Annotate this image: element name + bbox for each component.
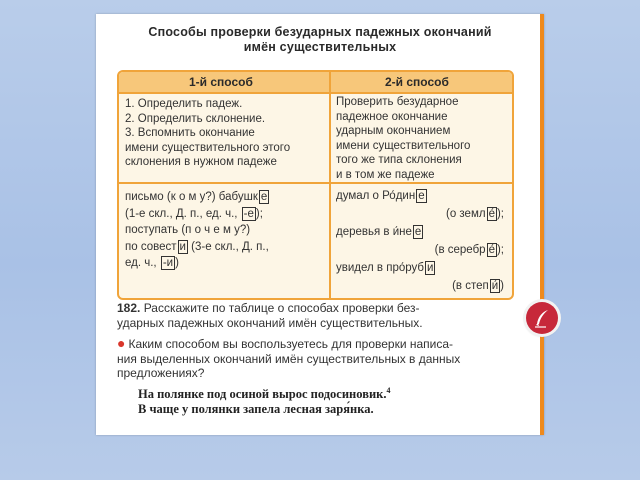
sentence-1 — [138, 386, 390, 402]
sentence-text: На полянке под осиной вырос подосиновик. — [138, 387, 387, 402]
sentence-text: В чаще у полянки запела лесная заря́нка. — [138, 402, 374, 416]
sentence-2 — [138, 402, 374, 417]
ending-box: е́ — [488, 208, 495, 220]
example-line-3 — [336, 223, 508, 241]
ending-box: е — [260, 191, 268, 203]
step-3-cont-2: склонения в нужном падеже — [125, 156, 277, 168]
ending-box: -е — [243, 207, 254, 220]
method-2-examples — [336, 187, 508, 295]
ending-box: е — [414, 226, 422, 238]
step-3: 3. Вспомнить окончание — [125, 127, 255, 139]
question-line-1 — [117, 336, 512, 352]
question-line-2: ния выделенных окончаний имён существительных в данных — [117, 351, 461, 366]
example-2-line-3 — [125, 255, 325, 272]
title-line-1: Способы проверки безударных падежных окончаний — [148, 25, 492, 39]
ending-box: и — [426, 262, 434, 274]
methods-table — [117, 70, 514, 300]
ending-box: и́ — [491, 280, 499, 292]
example-text: (в серебр — [434, 244, 486, 256]
desc-line-2: падежное окончание — [336, 110, 448, 123]
question-block — [117, 336, 512, 381]
ending-box: и — [179, 240, 186, 253]
ending-box: е — [418, 190, 425, 202]
quill-pen-icon — [526, 302, 558, 334]
example-1-line-2 — [125, 206, 325, 223]
example-text: ед. ч., — [125, 257, 157, 269]
bullet-icon: ● — [117, 335, 126, 351]
ending-box: е́ — [488, 244, 495, 256]
example-text: (3-е скл., Д. п., — [191, 240, 269, 253]
example-2-line-1: поступать (п о ч е м у?) — [125, 224, 251, 236]
ending-box: -и — [162, 257, 174, 269]
textbook-page — [96, 14, 544, 435]
desc-line-6: и в том же падеже — [336, 168, 435, 181]
example-text: увидел в про́руб — [336, 262, 424, 274]
example-text: думал о Ро́дин — [336, 190, 416, 202]
example-line-4 — [336, 241, 508, 259]
task-line-1 — [117, 301, 512, 316]
example-text: ) — [175, 257, 179, 269]
example-text: ) — [500, 280, 504, 292]
example-line-1 — [336, 187, 508, 205]
header-method-2: 2-й способ — [385, 75, 449, 89]
method-2-description — [336, 95, 508, 182]
step-1: 1. Определить падеж. — [125, 98, 243, 110]
question-text: Каким способом вы воспользуетесь для проверки написа- — [128, 337, 454, 351]
example-text: ); — [496, 208, 504, 220]
example-text: (о земл — [445, 208, 486, 220]
column-divider — [329, 72, 331, 298]
header-method-1: 1-й способ — [189, 75, 253, 89]
page-edge-stripe — [540, 14, 544, 435]
step-3-cont-1: имени существительного этого — [125, 141, 291, 154]
title-line-2: имён существительных — [243, 40, 397, 54]
table-header — [119, 72, 512, 94]
method-1-steps — [125, 97, 325, 170]
example-text: ); — [496, 244, 504, 256]
desc-line-3: ударным окончанием — [336, 125, 451, 137]
example-text: деревья в и́не — [336, 226, 412, 238]
footnote-marker: 4 — [386, 386, 391, 395]
task-text: Расскажите по таблице о способах проверки без- — [143, 301, 420, 315]
example-text: письмо (к о м у?) бабушк — [125, 191, 258, 203]
task-number: 182. — [117, 301, 141, 315]
quill-svg — [526, 302, 558, 334]
example-line-5 — [336, 259, 508, 277]
example-line-6 — [336, 277, 508, 295]
question-line-3: предложениях? — [117, 366, 205, 380]
page-title — [96, 25, 544, 55]
desc-line-4: имени существительного — [336, 139, 471, 152]
example-text: по совест — [125, 240, 177, 253]
task-line-2: ударных падежных окончаний имён существительных. — [117, 315, 423, 330]
example-text: (в степ — [452, 280, 489, 292]
method-1-examples — [125, 189, 325, 272]
task-182 — [117, 301, 512, 330]
example-line-2 — [336, 205, 508, 223]
desc-line-1: Проверить безударное — [336, 96, 459, 108]
example-text: (1-е скл., Д. п., ед. ч., — [125, 207, 238, 220]
example-text: ); — [255, 207, 263, 220]
example-1-line-1 — [125, 189, 325, 206]
desc-line-5: того же типа склонения — [336, 154, 462, 166]
example-2-line-2 — [125, 239, 325, 256]
row-divider — [119, 182, 512, 184]
step-2: 2. Определить склонение. — [125, 112, 266, 125]
